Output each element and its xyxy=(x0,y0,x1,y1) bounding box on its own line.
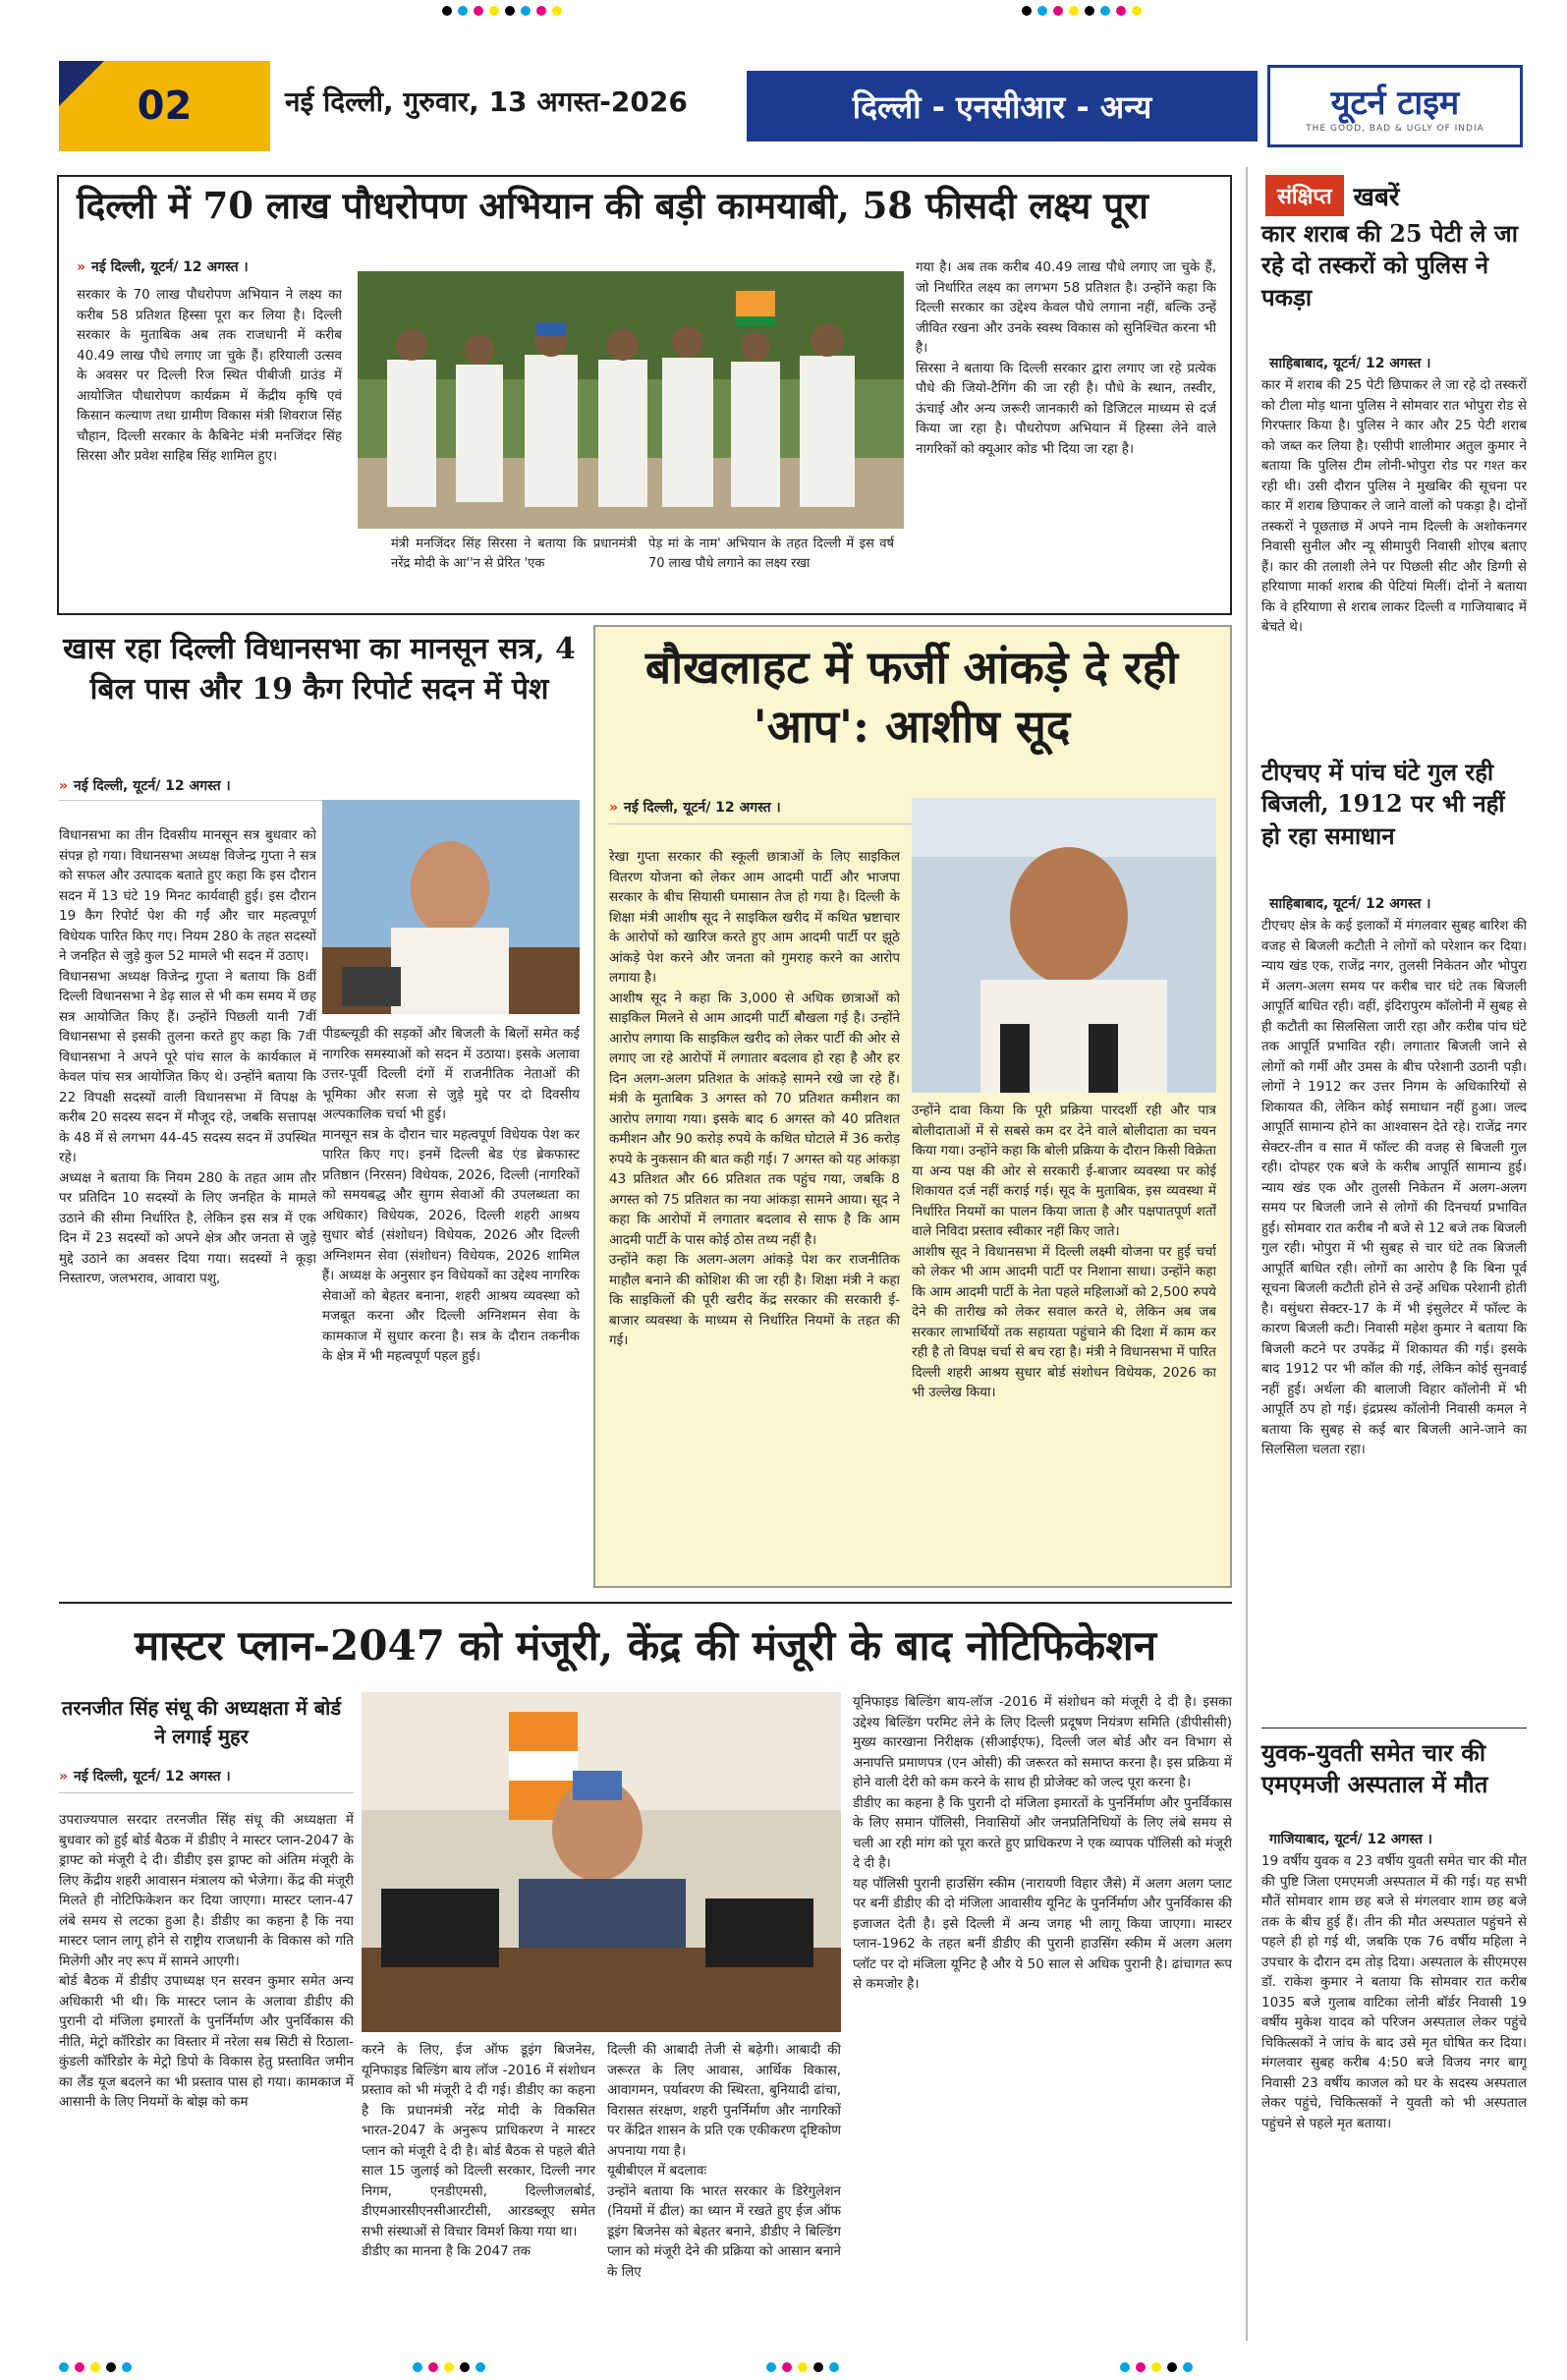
story1-headline: दिल्ली में 70 लाख पौधरोपण अभियान की बड़ी कामयाबी, 58 फीसदी लक्ष्य पूरा xyxy=(77,184,1148,227)
registration-marks-bottom-2 xyxy=(413,2362,485,2372)
story2-byline xyxy=(59,776,231,795)
story4-subhead: तरनजीत सिंह संधू की अध्यक्षता में बोर्ड ने लगाई मुहर xyxy=(61,1696,342,1748)
story1-caption-2: पेड़ मां के नाम' अभियान के तहत दिल्ली में इस वर्ष 70 लाख पौधे लगाने का लक्ष्य रखा xyxy=(648,537,894,571)
story4-column-2: करने के लिए, ईज ऑफ डूइंग बिजनेस, यूनिफाइड बिल्डिंग बाय लॉज -2016 में संशोधन प्रस्ताव को भी मंजूरी दे दी गई। डीडीए का कहना है कि प्रधानमंत्री नरेंद्र मोदी के विकसित भारत-2047 के अनुरूप प्राधिकरण ने मास्टर प्लान को मंजूरी दे दी है। बोर्ड बैठक से पहले बीते साल 15 जुलाई को दिल्ली सरकार, दिल्ली नगर निगम, एनडीएमसी, दिल्लीजलबोर्ड, डीएमआरसीएनसीआरटीसी, आरडब्लूए समेत सभी संस्थाओं से विचार विमर्श किया गया था। डीडीए का मानना है कि 2047 तक xyxy=(362,2042,595,2260)
story4-column-4: यूनिफाइड बिल्डिंग बाय-लॉज -2016 में संशोधन को मंजूरी दे दी है। इसका उद्देश्य बिल्डिंग परमिट लेने के लिए दिल्ली प्रदूषण नियंत्रण समिति (डीपीसीसी) मुख्य कारखाना निरीक्षक (सीआईएफ), दिल्ली जल बोर्ड और वन विभाग से अनापत्ति प्रमाणपत्र (एन ओसी) की जरूरत को समाप्त करना है। इस प्रक्रिया में होने वाली देरी को कम करने के साथ ही प्रोजेक्ट को जल्द पूरा करना है। डीडीए का कहना है कि पुरानी दो मंजिला इमारतों के पुनर्निर्माण और पुनर्विकास के लिए समान पॉलिसी, निवासियों और जनप्रतिनिधियों के लिए लंबे समय से चली आ रही मांग को पूरा करते हुए प्राधिकरण ने एक व्यापक पॉलिसी को मंजूरी दे दी है। यह पॉलिसी पुरानी हाउसिंग स्कीम (नारायणी विहार जैसे) में अलग अलग प्लाट पर बनीं डीडीए की दो मंजिला आवासीय यूनिट के पुनर्निर्माण और पुनर्विकास की इजाजत देती है। इसे दिल्ली में अन्य जगह भी लागू किया जाएगा। मास्टर प्लान-1962 के तहत बनीं डीडीए की पुरानी हाउसिंग स्कीम में अलग अलग प्लॉट पर दो मंजिला यूनिट है और ये 50 साल से अधिक पुरानी है। ढांचागत रूप से कमजोर है। xyxy=(853,1694,1232,1993)
story4-rule xyxy=(59,1792,354,1793)
chevron-icon: » xyxy=(59,778,69,794)
registration-marks-bottom-3 xyxy=(766,2362,839,2372)
story3-rule xyxy=(609,823,914,824)
page-number: 02 xyxy=(137,84,193,129)
story1-byline-text: नई दिल्ली, यूटर्न/ 12 अगस्त । xyxy=(91,259,249,275)
story4-headline: मास्टर प्लान-2047 को मंजूरी, केंद्र की मंजूरी के बाद नोटिफिकेशन xyxy=(134,1621,1157,1670)
chevron-icon: » xyxy=(59,1769,69,1785)
section-title: दिल्ली - एनसीआर - अन्य xyxy=(747,71,1258,142)
registration-marks-top-left xyxy=(442,6,562,16)
brief1-headline: कार शराब की 25 पेटी ले जा रहे दो तस्करों को पुलिस ने पकड़ा xyxy=(1261,219,1518,312)
brief-tag-black: खबरें xyxy=(1353,183,1400,212)
registration-marks-bottom-4 xyxy=(1120,2362,1193,2372)
brief-tag-red: संक्षिप्त xyxy=(1265,175,1344,216)
brief2-body: टीएचए क्षेत्र के कई इलाकों में मंगलवार सुबह बारिश की वजह से बिजली कटौती ने लोगों को परेशान कर दिया। न्याय खंड एक, राजेंद्र नगर, तुलसी निकेतन और भोपुरा में अलग-अलग समय पर करीब चार घंटे तक बिजली आपूर्ति बाधित रही। वहीं, इंदिरापुरम कॉलोनी में सुबह से ही कटौती का सिलसिला जारी रहा और करीब पांच घंटे तक आपूर्ति प्रभावित रही। लगातार बिजली जाने से लोगों को गर्मी और उमस के बीच परेशानी उठानी पड़ी। लोगों ने 1912 कर उत्तर निगम के अधिकारियों से शिकायत की, लेकिन कोई समाधान नहीं हुआ। जल्द आपूर्ति सामान्य होने का आश्वासन देते रहे। राजेंद्र नगर सेक्टर-तीन व सात में फॉल्ट की वजह से बिजली गुल रही। दोपहर एक बजे के करीब आपूर्ति सामान्य हुई। न्याय खंड एक और तुलसी निकेतन में अलग-अलग समय पर बिजली जाने से लोगों की दिनचर्या प्रभावित हुई। सोमवार रात करीब नौ बजे से 12 बजे तक बिजली गुल रही। भोपुरा में भी सुबह से चार घंटे तक बिजली आपूर्ति बाधित रही। लोगों का आरोप है कि बिना पूर्व सूचना बिजली कटौती होने से उन्हें अधिक परेशानी होती है। वसुंधरा सेक्टर-17 के में भी इंसुलेटर में फॉल्ट के कारण बिजली कटी। निवासी महेश कुमार ने बताया कि बिजली कटने पर उपकेंद्र में शिकायत की गई। इसके बाद 1912 पर भी कॉल की गई, लेकिन कोई सुनवाई नहीं हुई। अर्थला की बालाजी विहार कॉलोनी में भी आपूर्ति ठप हो गई। इंद्रप्रस्थ कॉलोनी निवासी कमल ने बताया कि सुबह से कई बार बिजली आने-जाने का सिलसिला चलता रहा। xyxy=(1261,918,1527,1458)
chevron-icon: » xyxy=(77,259,86,275)
story2-column-1: विधानसभा का तीन दिवसीय मानसून सत्र बुधवार को संपन्न हो गया। विधानसभा अध्यक्ष विजेन्द्र गुप्ता ने सत्र को सफल और उत्पादक बताते हुए कहा कि इस दौरान सदन में 13 घंटे 19 मिनट कार्यवाही हुई। इस दौरान 19 कैग रिपोर्ट पेश की गईं और चार महत्वपूर्ण विधेयक पारित किए गए। नियम 280 के तहत सदस्यों ने जनहित से जुड़े कुल 52 मामले भी सदन में उठाए। विधानसभा अध्यक्ष विजेन्द्र गुप्ता ने बताया कि 8वीं दिल्ली विधानसभा ने डेढ़ साल से भी कम समय में छह सत्र आयोजित किए हैं। उन्होंने पिछली यानी 7वीं विधानसभा से इसकी तुलना करते हुए कहा कि 7वीं विधानसभा ने अपने पूरे पांच साल के कार्यकाल में केवल पांच सत्र आयोजित किए थे। उन्होंने बताया कि 22 विपक्षी सदस्यों वाली विधानसभा में विपक्ष के करीब 20 सदस्य सदन में मौजूद रहे, जबकि सत्तापक्ष के 48 में से लगभग 44-45 सदस्य सदन में उपस्थित रहे। अध्यक्ष ने बताया कि नियम 280 के तहत आम तौर पर प्रतिदिन 10 सदस्यों के लिए जनहित के मामले उठाने की सीमा निर्धारित है, लेकिन इस सत्र में एक दिन में 23 सदस्यों को अपने क्षेत्र और जनता से जुड़े मुद्दे उठाने का अवसर दिया गया। सदस्यों ने कूड़ा निस्तारण, जलभराव, आवारा पशु, xyxy=(59,827,316,1287)
brief3-body: 19 वर्षीय युवक व 23 वर्षीय युवती समेत चार की मौत की पुष्टि जिला एमएमजी अस्पताल में की गई। यह सभी मौतें सोमवार शाम छह बजे से मंगलवार शाम छह बजे तक के बीच हुई हैं। तीन की मौत अस्पताल पहुंचने से पहले ही हो गई थी, जबकि एक 76 वर्षीय महिला ने उपचार के दौरान दम तोड़ दिया। अस्पताल के सीएमएस डॉ. राकेश कुमार ने बताया कि सोमवार रात करीब 1035 बजे गुलाब वाटिका लोनी बॉर्डर निवासी 19 वर्षीय मुकेश यादव को परिजन अस्पताल लेकर पहुंचे चिकित्सकों ने जांच के बाद उसे मृत घोषित कर दिया। मंगलवार सुबह करीब 4:50 बजे विजय नगर बागू निवासी 23 वर्षीय काजल को घर के सदस्य अस्पताल लेकर पहुंचे, चिकित्सकों ने युवती को भी अस्पताल पहुंचने से पहले मृत बताया। xyxy=(1261,1853,1527,2131)
registration-marks-top-right xyxy=(1022,6,1142,16)
story4-top-rule xyxy=(59,1602,1232,1604)
sidebar-divider xyxy=(1246,167,1248,2341)
masthead xyxy=(59,61,1523,151)
story1-photo-plantation-walk xyxy=(358,271,904,529)
corner-triangle xyxy=(59,61,104,106)
logo-name: यूटर्न टाइम xyxy=(1330,84,1460,123)
brief1-body: कार में शराब की 25 पेटी छिपाकर ले जा रहे दो तस्करों को टीला मोड़ थाना पुलिस ने सोमवार रात भोपुरा रोड से गिरफ्तार किया है। पुलिस ने कार और 25 पेटी शराब को जब्त कर लिया है। एसीपी शालीमार अतुल कुमार ने बताया कि पुलिस टीम लोनी-भोपुरा रोड पर गश्त कर रही थी। उसी दौरान पुलिस ने मुखबिर की सूचना पर कार में शराब छिपाकर ले जाने वालों को पकड़ा है। दोनों तस्करों ने पूछताछ में अपने नाम दिल्ली के अशोकनगर निवासी सुनील और न्यू सीमापुरी निवासी शोएब बताए हैं। कार की तलाशी लेने पर पिछली सीट और डिग्गी से हरियाणा मार्का शराब की पेटियां मिलीं। दोनों ने बताया कि वे हरियाणा से शराब लाकर दिल्ली व गाजियाबाद में बेचते थे। xyxy=(1261,377,1527,636)
story4-photo-board-meeting xyxy=(362,1692,841,2032)
page-number-badge xyxy=(59,61,270,151)
brief3-byline: गाजियाबाद, यूटर्न/ 12 अगस्त । xyxy=(1269,1832,1432,1847)
story1-byline xyxy=(77,257,249,276)
brief1-byline: साहिबाबाद, यूटर्न/ 12 अगस्त । xyxy=(1269,356,1431,371)
story1-caption-1: मंत्री मनजिंदर सिंह सिरसा ने बताया कि प्रधानमंत्री नरेंद्र मोदी के आ''न से प्रेरित 'एक xyxy=(391,537,637,571)
story3-photo-ashish-sood xyxy=(912,798,1216,1093)
registration-marks-bottom-1 xyxy=(59,2362,132,2372)
story3-byline xyxy=(609,798,781,817)
logo-tagline: THE GOOD, BAD & UGLY OF INDIA xyxy=(1306,124,1484,134)
story2-byline-text: नई दिल्ली, यूटर्न/ 12 अगस्त । xyxy=(74,778,231,794)
story2-column-2: पीडब्ल्यूडी की सड़कों और बिजली के बिलों समेत कई नागरिक समस्याओं को सदन में उठाया। इसके अलावा उत्तर-पूर्वी दिल्ली दंगों में राजनीतिक नेताओं की भूमिका और सजा से जुड़े मुद्दे पर दो दिवसीय अल्पकालिक चर्चा भी हुई। मानसून सत्र के दौरान चार महत्वपूर्ण विधेयक पेश कर पारित किए गए। इनमें दिल्ली बेड एंड ब्रेकफास्ट प्रतिष्ठान (निरसन) विधेयक, 2026, दिल्ली (नागरिकों को समयबद्ध और सुगम सेवाओं की उपलब्धता का अधिकार) विधेयक, 2026, दिल्ली शहरी आश्रय सुधार बोर्ड (संशोधन) विधेयक, 2026 और दिल्ली अग्निशमन सेवा (संशोधन) विधेयक, 2026 शामिल हैं। अध्यक्ष के अनुसार इन विधेयकों का उद्देश्य नागरिक सेवाओं को बेहतर बनाना, शहरी आश्रय व्यवस्था को मजबूत करना और दिल्ली अग्निशमन सेवा के कामकाज में सुधार करना है। सत्र के दौरान तकनीक के क्षेत्र में भी महत्वपूर्ण पहल हुई। xyxy=(322,1026,580,1365)
story4-column-1: उपराज्यपाल सरदार तरनजीत सिंह संधू की अध्यक्षता में बुधवार को हुई बोर्ड बैठक में डीडीए ने मास्टर प्लान-2047 के ड्राफ्ट को मंजूरी दे दी। डीडीए इस ड्राफ्ट को अंतिम मंजूरी के लिए केंद्रीय शहरी आवासन मंत्रालय को भेजेगा। केंद्र की मंजूरी मिलते ही नोटिफिकेशन कर दिया जाएगा। मास्टर प्लान-47 लंबे समय से लटका हुआ है। डीडीए का कहना है कि नया मास्टर प्लान लागू होने से राष्ट्रीय राजधानी के विकास को गति मिलेगी और नए रूप में सामने आएगी। बोर्ड बैठक में डीडीए उपाध्यक्ष एन सरवन कुमार समेत अन्य अधिकारी भी थी। कि मास्टर प्लान के अलावा डीडीए की पुरानी दो मंजिला इमारतों के पुनर्निर्माण और पुनर्विकास की नीति, मेट्रो कॉरिडोर का विस्तार में नरेला सब सिटी से रिठाला-कुंडली कॉरिडोर के मेट्रो डिपो के विकास हेतु प्रस्तावित जमीन का लैंड यूज बदलने का भी प्रस्ताव पास हो गया। कामकाज में आसानी के लिए नियमों के बोझ को कम xyxy=(59,1812,354,2111)
brief-news-tag xyxy=(1265,175,1399,216)
chevron-icon: » xyxy=(609,800,619,816)
story3-headline: बौखलाहट में फर्जी आंकड़े दे रही 'आप': आशीष सूद xyxy=(644,641,1179,753)
story4-byline-text: नई दिल्ली, यूटर्न/ 12 अगस्त । xyxy=(74,1769,231,1785)
newspaper-logo xyxy=(1267,65,1523,147)
dateline: नई दिल्ली, गुरुवार, 13 अगस्त-2026 xyxy=(285,85,688,118)
brief3-headline: युवक-युवती समेत चार की एमएमजी अस्पताल में मौत xyxy=(1261,1738,1488,1799)
story2-photo-speaker xyxy=(322,800,580,1014)
story1-column-3: गया है। अब तक करीब 40.49 लाख पौधे लगाए जा चुके हैं, जो निर्धारित लक्ष्य का लगभग 58 प्रतिशत है। उन्होंने कहा कि दिल्ली सरकार का उद्देश्य केवल पौधे लगाना नहीं, बल्कि उन्हें जीवित रखना और उनके स्वस्थ विकास को सुनिश्चित करना भी है। सिरसा ने बताया कि दिल्ली सरकार द्वारा लगाए जा रहे प्रत्येक पौधे की जियो-टैगिंग की जा रही है। पौधे के स्थान, तस्वीर, ऊंचाई और अन्य जरूरी जानकारी को डिजिटल माध्यम से दर्ज किया जा रहा है। पौधरोपण अभियान में हिस्सा लेने वाले नागरिकों को क्यूआर कोड भी दिया जा रहा है। xyxy=(916,259,1216,457)
brief2-byline: साहिबाबाद, यूटर्न/ 12 अगस्त । xyxy=(1269,896,1431,912)
story3-column-2: उन्होंने दावा किया कि पूरी प्रक्रिया पारदर्शी रही और पात्र बोलीदाताओं में से सबसे कम दर देने वाले बोलीदाता का चयन किया गया। उन्होंने कहा कि बोली प्रक्रिया के दौरान किसी विक्रेता या अन्य पक्ष की ओर से सरकारी ई-बाजार व्यवस्था पर कोई शिकायत दर्ज नहीं कराई गई। सूद के मुताबिक, इस व्यवस्था में निर्धारित नियमों का पालन किया जाता है और पक्षपातपूर्ण शर्तों वाले निविदा प्रस्ताव स्वीकार नहीं किए जाते। आशीष सूद ने विधानसभा में दिल्ली लक्ष्मी योजना पर हुई चर्चा को लेकर भी आम आदमी पार्टी पर निशाना साधा। उन्होंने कहा कि आम आदमी पार्टी के नेता पहले महिलाओं को 2,500 रुपये देने की तारीख को लेकर सवाल करते थे, लेकिन अब जब सरकार लाभार्थियों तक सहायता पहुंचाने की दिशा में काम कर रही है तो विपक्ष चर्चा से बच रहा है। मंत्री ने विधानसभा में पारित दिल्ली शहरी आश्रय सुधार बोर्ड संशोधन विधेयक, 2026 का भी उल्लेख किया। xyxy=(912,1103,1216,1401)
story2-headline: खास रहा दिल्ली विधानसभा का मानसून सत्र, 4 बिल पास और 19 कैग रिपोर्ट सदन में पेश xyxy=(63,632,576,708)
story3-column-1: रेखा गुप्ता सरकार की स्कूली छात्राओं के लिए साइकिल वितरण योजना को लेकर आम आदमी पार्टी और भाजपा सरकार के बीच सियासी घमासान तेज हो गया है। दिल्ली के शिक्षा मंत्री आशीष सूद ने साइकिल खरीद में कथित भ्रष्टाचार के आरोपों को खारिज करते हुए आम आदमी पार्टी पर झूठे आंकड़े पेश करने और जनता को गुमराह करने का आरोप लगाया है। आशीष सूद ने कहा कि 3,000 से अधिक छात्राओं को साइकिल मिलने से आम आदमी पार्टी बौखला गई है। उन्होंने आरोप लगाया कि साइकिल खरीद को लेकर पार्टी की ओर से लगाए जा रहे आरोपों में लगातार बदलाव हो रहा है और हर दिन अलग-अलग प्रतिशत के आंकड़े सामने रखे जा रहे हैं। मंत्री के मुताबिक 3 अगस्त को 70 प्रतिशत कमीशन का आरोप लगाया गया। इसके बाद 6 अगस्त को 40 प्रतिशत कमीशन और 90 करोड़ रुपये के कथित घोटाले में 36 करोड़ रुपये के नुकसान की बात कही गई। 7 अगस्त को यह आंकड़ा 43 प्रतिशत और 66 प्रतिशत तक पहुंच गया, जबकि 8 अगस्त को 75 प्रतिशत का नया आंकड़ा सामने आया। सूद ने कहा कि आरोपों में लगातार बदलाव से साफ है कि आम आदमी पार्टी के पास कोई ठोस तथ्य नहीं है। उन्होंने कहा कि अलग-अलग आंकड़े पेश कर राजनीतिक माहौल बनाने की कोशिश की जा रही है। शिक्षा मंत्री ने कहा कि साइकिलों की पूरी खरीद केंद्र सरकार की सरकारी ई-बाजार व्यवस्था के माध्यम से निर्धारित नियमों के तहत की गई। xyxy=(609,849,900,1349)
story4-column-3: दिल्ली की आबादी तेजी से बढ़ेगी। आबादी की जरूरत के लिए आवास, आर्थिक विकास, आवागमन, पर्यावरण की स्थिरता, बुनियादी ढांचा, विरासत संरक्षण, शहरी पुनर्निर्माण और नागरिकों पर केंद्रित शासन के प्रति एक एकीकरण दृष्टिकोण अपनाया गया है। यूबीबीएल में बदलावः उन्होंने बताया कि भारत सरकार के डिरेगुलेशन (नियमों में ढील) का ध्यान में रखते हुए ईज ऑफ डूइंग बिजनेस को बेहतर बनाने, डीडीए ने बिल्डिंग प्लान को मंजूरी देने की प्रक्रिया को आसान बनाने के लिए xyxy=(607,2042,841,2280)
story3-byline-text: नई दिल्ली, यूटर्न/ 12 अगस्त । xyxy=(624,800,781,816)
brief2-headline: टीएचए में पांच घंटे गुल रही बिजली, 1912 पर भी नहीं हो रहा समाधान xyxy=(1261,758,1505,850)
story4-byline xyxy=(59,1767,231,1785)
story1-column-1: सरकार के 70 लाख पौधरोपण अभियान ने लक्ष्य का करीब 58 प्रतिशत हिस्सा पूरा कर लिया है। दिल्ली सरकार के मुताबिक अब तक राजधानी में करीब 40.49 लाख पौधे लगाए जा चुके हैं। हरियाली उत्सव के अवसर पर दिल्ली रिज स्थित पीबीजी ग्राउंड में आयोजित पौधारोपण कार्यक्रम में केंद्रीय कृषि एवं किसान कल्याण तथा ग्रामीण विकास मंत्री शिवराज सिंह चौहान, दिल्ली सरकार के कैबिनेट मंत्री मनजिंदर सिंह सिरसा और प्रवेश साहिब सिंह शामिल हुए। xyxy=(77,287,342,465)
